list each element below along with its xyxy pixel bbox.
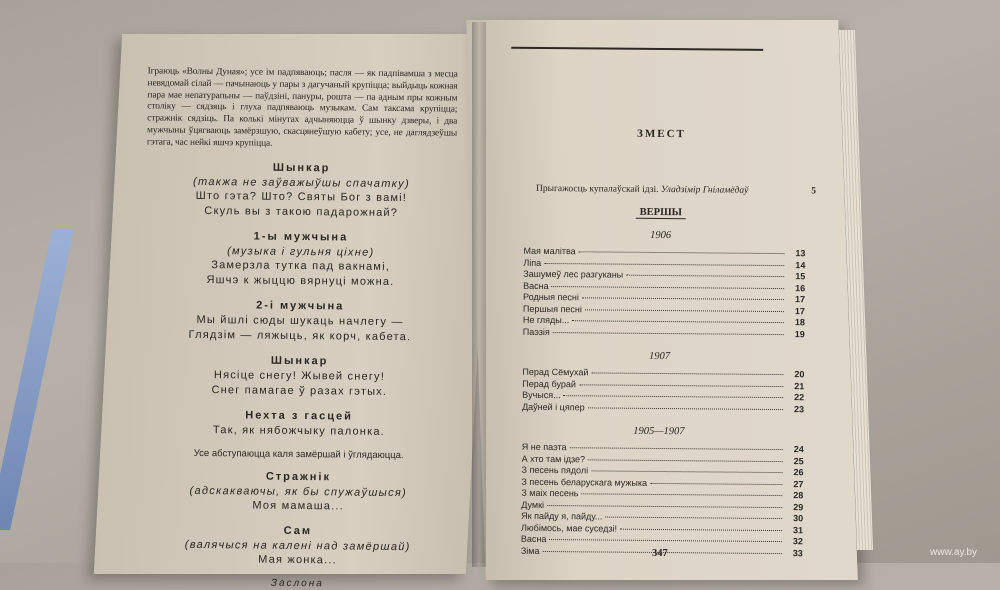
- speaker-remark: (валячыся на калені над замёршай): [184, 538, 411, 553]
- dot-leader: [553, 332, 784, 335]
- toc-entry-page: 28: [793, 490, 804, 501]
- toc-entry-page: 16: [795, 282, 806, 293]
- toc-entry-title: Васна: [523, 280, 549, 291]
- toc-group: [503, 425, 814, 560]
- toc-entry-page: 30: [793, 513, 804, 524]
- dot-leader: [626, 275, 784, 277]
- dot-leader: [572, 320, 784, 323]
- intro-text: Прыгажосць купалаўскай ідзі.: [535, 183, 659, 195]
- toc-entry-title: Родныя песні: [523, 291, 579, 303]
- toc-entry-title: Вучыся...: [522, 389, 561, 401]
- toc-entry-title: З песень пядолі: [521, 464, 589, 476]
- toc-entry-page: 18: [794, 317, 805, 328]
- dialogue-list: [144, 159, 457, 440]
- toc-entry-title: Ліпа: [523, 257, 542, 268]
- speaker-remark: (музыка і гульня ціхне): [227, 244, 375, 259]
- dot-leader: [570, 447, 783, 450]
- toc-entry-title: Я не паэта: [521, 441, 567, 453]
- dialogue-block: [144, 407, 454, 440]
- toc-entry-page: 26: [793, 467, 804, 478]
- watermark: www.ay.by: [930, 547, 978, 558]
- toc-year: 1905—1907: [633, 425, 685, 438]
- section-title: [506, 206, 816, 220]
- toc-entry-title: Васна: [520, 533, 547, 545]
- verse-line: Так, як нябожчыку палонка.: [212, 423, 386, 438]
- dot-leader: [547, 505, 782, 508]
- verse-line: Моя мамаша...: [252, 499, 344, 513]
- toc-entry-page: 27: [793, 478, 804, 489]
- toc-entry-title: Даўней і цяпер: [522, 401, 585, 412]
- toc-entry-page: 17: [794, 294, 806, 305]
- dialogue-block: [143, 468, 453, 515]
- toc-entry-page: 22: [794, 392, 805, 403]
- toc-entry-title: Думкі: [521, 499, 545, 510]
- toc-entry: [504, 401, 814, 415]
- verse-line: Мы йшлі сюды шукаць начлегу —: [196, 313, 404, 328]
- toc-entry-title: З маіх песень: [521, 487, 579, 499]
- dot-leader: [585, 309, 784, 312]
- toc-entry-page: 29: [793, 501, 804, 512]
- toc-entry-title: Перад бурай: [522, 378, 576, 389]
- verse-line: Што гэта? Што? Святы Бог з вамі!: [195, 189, 408, 204]
- dot-leader: [620, 528, 782, 530]
- toc-entry-title: А хто там ідзе?: [521, 453, 586, 464]
- speaker-name: Нехта з гасцей: [245, 409, 353, 423]
- toc-entry-title: Не гляды...: [522, 314, 570, 326]
- dialogue-block: [145, 228, 456, 290]
- toc-entry-title: Перад Сёмухай: [522, 366, 589, 378]
- toc-entry-page: 21: [794, 380, 805, 391]
- dialogue-block: [143, 522, 453, 569]
- toc-entry-title: Зіма: [520, 545, 540, 556]
- toc-entry-title: З песень беларускага мужыка: [521, 476, 648, 488]
- dot-leader: [552, 286, 785, 289]
- toc-entry-page: 24: [793, 444, 804, 455]
- toc-intro: [506, 184, 816, 197]
- toc-entry-title: Як пайду я, пайду...: [521, 510, 603, 522]
- toc-entry-title: Першыя песні: [522, 303, 582, 314]
- speaker-name: Шынкар: [270, 354, 329, 367]
- dot-leader: [549, 539, 782, 542]
- dot-leader: [579, 251, 785, 254]
- dialogue-block: [144, 352, 454, 400]
- dot-leader: [591, 470, 782, 473]
- verse-line: Замерзла тутка пад вакнамі,: [211, 258, 391, 273]
- toc-groups: [503, 229, 816, 560]
- toc-entry-page: 19: [794, 328, 805, 339]
- toc-entry-title: Мая малітва: [523, 245, 576, 257]
- toc-entry-page: 25: [793, 455, 804, 466]
- toc-entry: [505, 326, 815, 340]
- stage-direction: Іграюць «Волны Дуная»; усе ім падпяваюць; пасля — як падпiвамша з месца невядомай сілай — пачынаюць у пары з дагучаный крупіцца; выйдыць кожная пара мае непатурапьны — паўдзіні, пануры, рошта — па адным пры кожным століку — сядзяць і глуха падпяваюць музыкам. Сам таксама крупіцца; стражнік сядзіць. Па колькі мінутах адчыняюцца ў шынку дзверы, і два мужчыны ўцягваюць замёрзшую, скасцянеўшую кабету; усе, не даглядзеўшы гэтага, час нейкі яшчэ крупіцца.: [146, 66, 458, 149]
- toc-entry-page: 17: [794, 305, 805, 316]
- toc-entry-title: Любімось, мае суседзі!: [521, 522, 618, 534]
- toc-year: 1907: [649, 350, 671, 363]
- dot-leader: [564, 395, 784, 398]
- toc-entry-title: Зашумеў лес разгуканы: [523, 268, 624, 280]
- toc-entry-page: 33: [792, 547, 803, 558]
- verse-line: Яшчэ к жыццю вярнуці можна.: [206, 273, 395, 288]
- dot-leader: [650, 482, 782, 484]
- toc-title: ЗМЕСТ: [637, 127, 686, 141]
- toc-entry-page: 20: [794, 369, 805, 380]
- verse-line: Глядзім — ляжыць, як корч, кабета.: [188, 328, 412, 343]
- verse-line: Мая жонка...: [258, 553, 337, 566]
- toc-entry-page: 15: [795, 271, 806, 282]
- toc-entry-page: 14: [795, 259, 806, 270]
- speaker-remark: (такжа не заўважыўшы спачатку): [193, 175, 411, 190]
- left-page-text: [142, 66, 457, 590]
- dialogue-list-2: [143, 468, 454, 569]
- toc-entry-title: Паэзія: [522, 326, 550, 337]
- right-page-text: [503, 47, 817, 564]
- dot-leader: [588, 459, 783, 462]
- toc-group: [504, 350, 815, 416]
- toc-entry-page: 31: [792, 524, 804, 535]
- book-spine: [472, 22, 486, 567]
- verse-line: Нясіце снегу! Жывей снегу!: [213, 368, 386, 383]
- toc-entry-page: 23: [794, 403, 805, 414]
- speaker-name: Шынкар: [272, 161, 331, 174]
- dot-leader: [605, 517, 782, 520]
- dot-leader: [588, 407, 783, 410]
- speaker-remark: (адскакваючы, як бы спужаўшыся): [189, 484, 408, 499]
- section-label: ВЕРШЫ: [636, 207, 686, 219]
- dot-leader: [591, 372, 783, 375]
- stage-note: Усе абступаюцца каля замёршай і ўглядаюцца.: [193, 447, 404, 461]
- page-number: 347: [652, 548, 668, 559]
- speaker-name: 2-і мужчына: [256, 299, 345, 313]
- dot-leader: [582, 493, 783, 496]
- verse-line: Снег памагае ў разах гэтых.: [211, 383, 388, 398]
- dot-leader: [582, 297, 784, 300]
- toc-year: 1906: [650, 229, 672, 242]
- dialogue-block: [145, 297, 455, 345]
- toc-entry-page: 13: [795, 248, 806, 259]
- speaker-name: Стражнік: [265, 470, 332, 483]
- dot-leader: [544, 262, 784, 265]
- verse-line: Скуль вы з такою падарожнай?: [204, 204, 399, 219]
- dot-leader: [579, 384, 783, 387]
- speaker-name: Сам: [283, 524, 313, 537]
- intro-page: 5: [811, 186, 817, 197]
- toc-entry-page: 32: [792, 536, 803, 547]
- intro-author: Уладзімір Гніламёдаў: [660, 185, 749, 196]
- blue-book-edge: [0, 230, 74, 530]
- toc-group: [505, 229, 816, 341]
- speaker-name: 1-ы мужчына: [253, 230, 349, 244]
- curtain-label: Заслона: [270, 577, 324, 589]
- dialogue-block: [146, 159, 457, 221]
